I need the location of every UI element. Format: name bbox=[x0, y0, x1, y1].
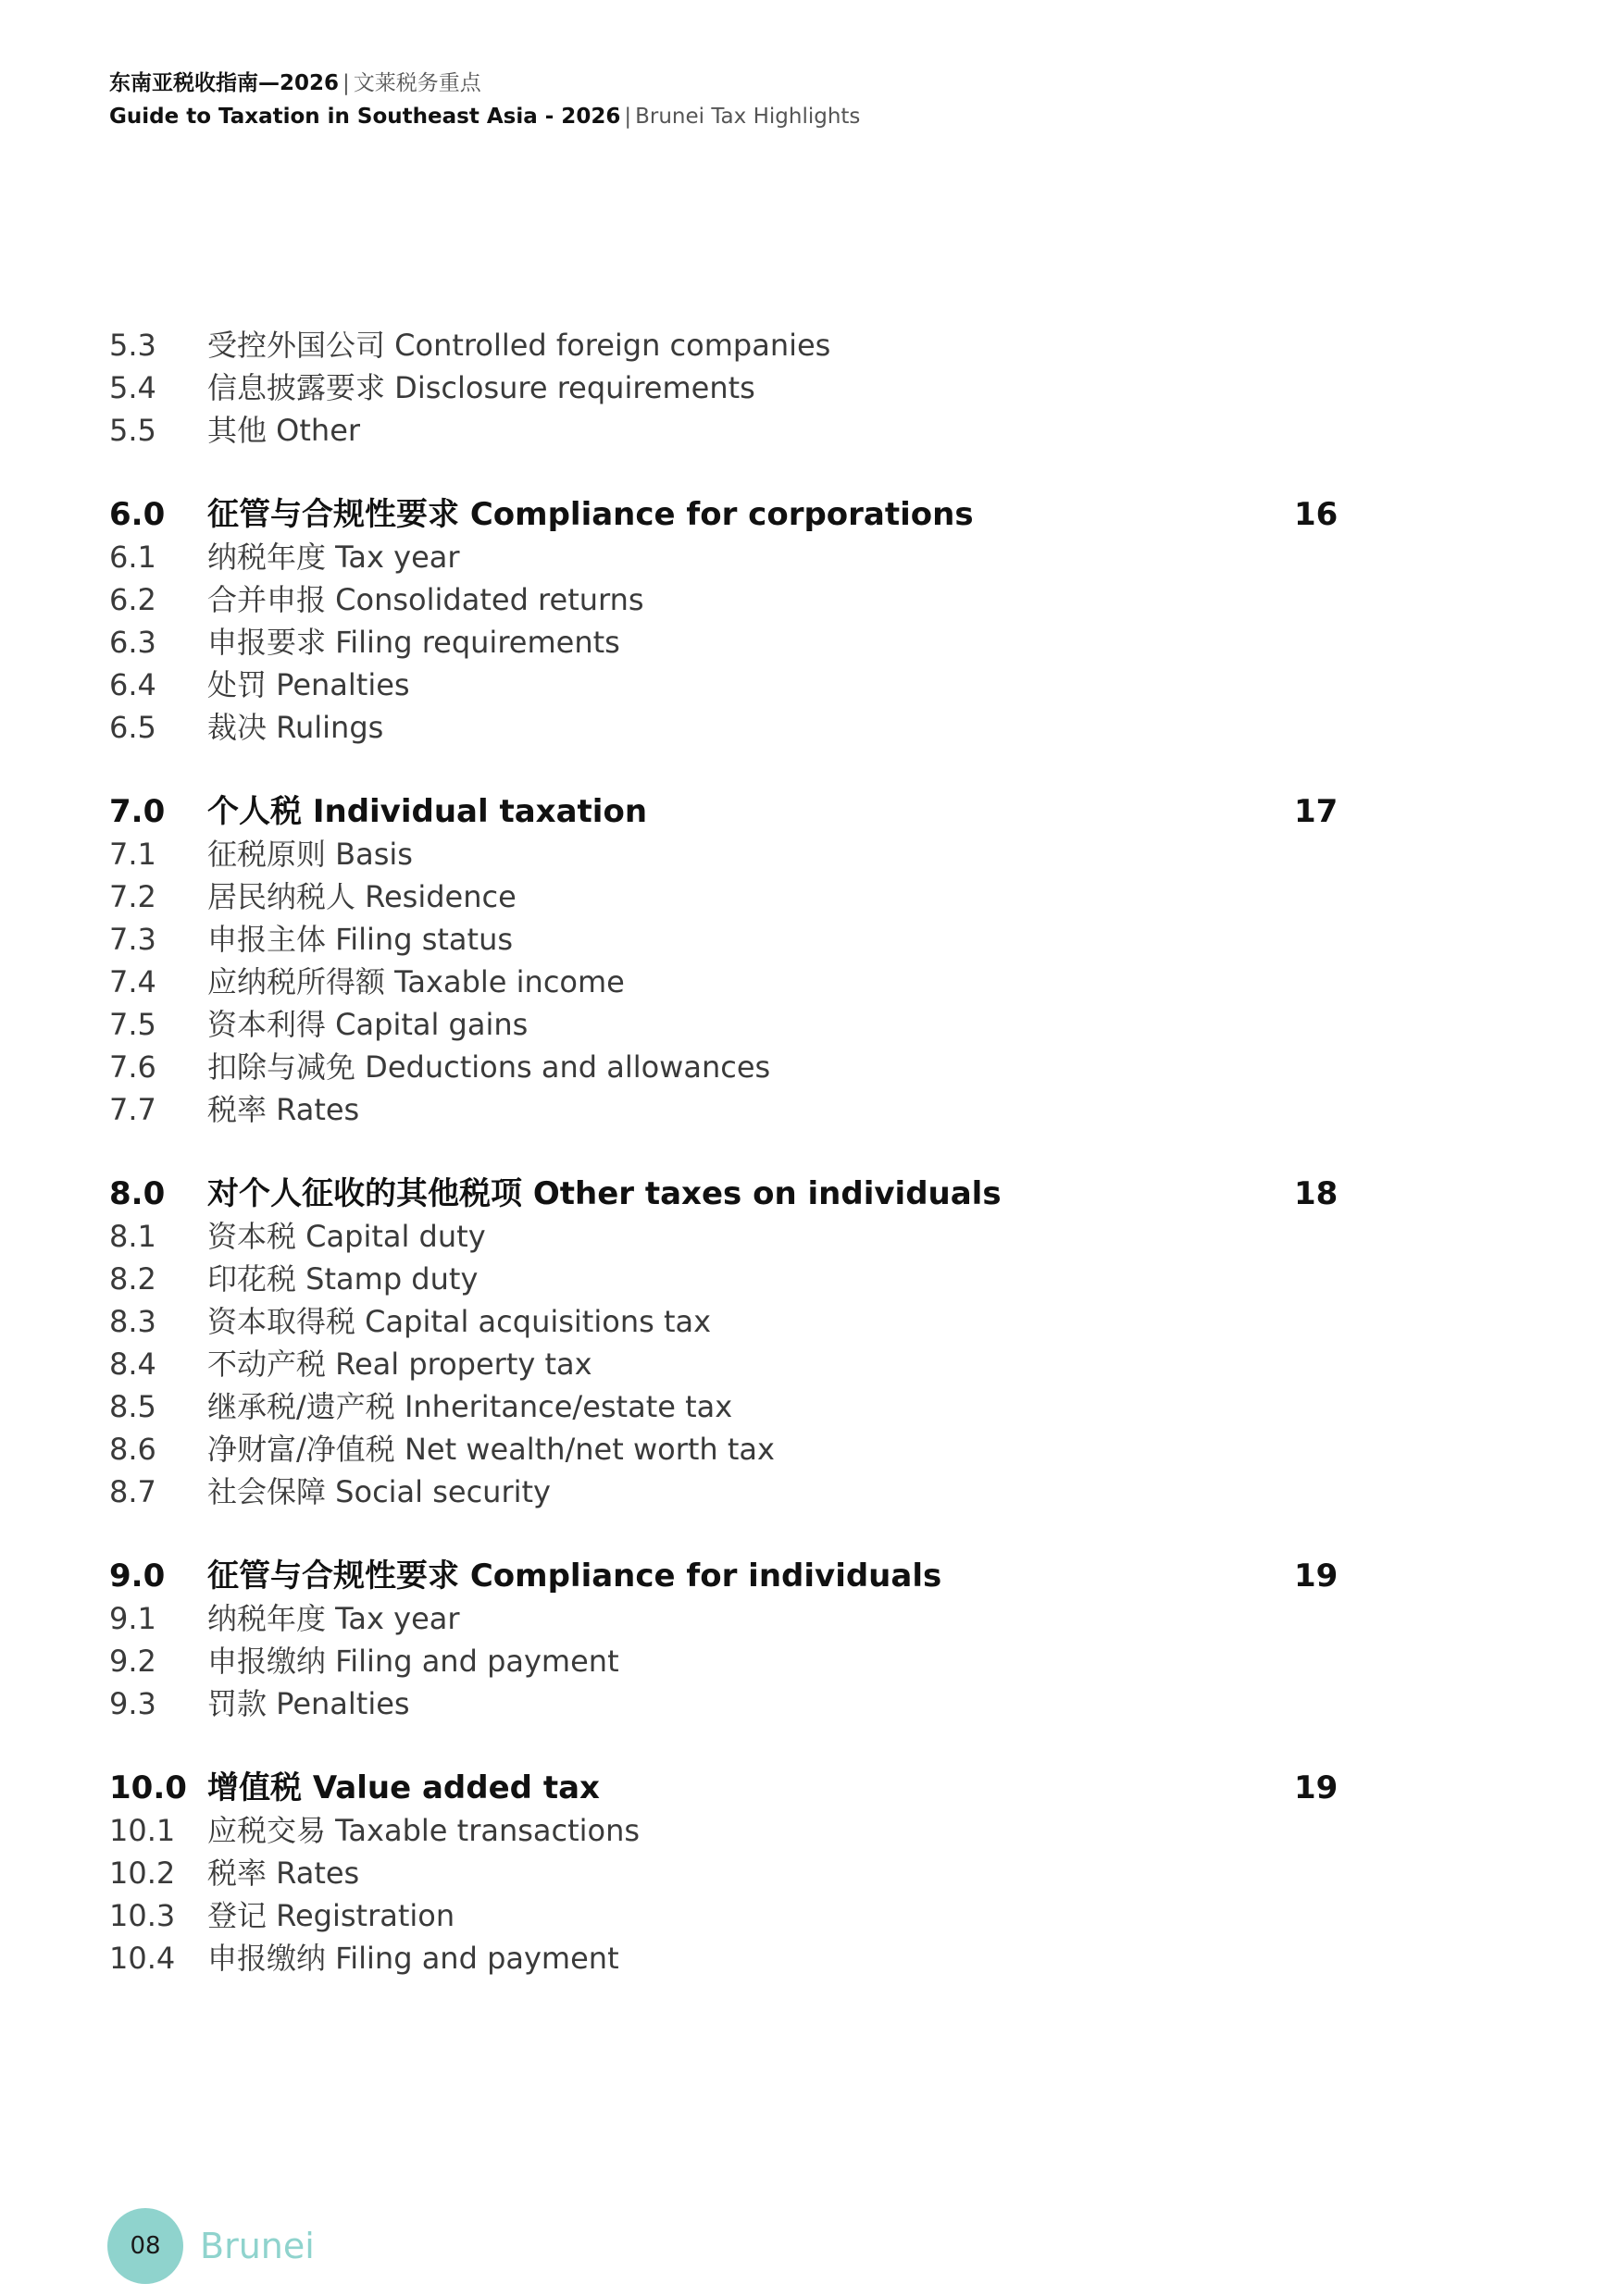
entry-title: 处罚 Penalties bbox=[207, 667, 410, 702]
section-title: 对个人征收的其他税项 Other taxes on individuals bbox=[207, 1175, 1002, 1212]
entry-number: 10.1 bbox=[109, 1813, 176, 1848]
section-page-number: 19 bbox=[1294, 1558, 1339, 1595]
toc-entry[interactable] bbox=[109, 1046, 1340, 1088]
header-subtitle-chinese: 文莱税务重点 bbox=[353, 71, 481, 95]
entry-title: 申报缴纳 Filing and payment bbox=[207, 1644, 619, 1679]
entry-number: 5.5 bbox=[109, 413, 156, 448]
entry-number: 7.7 bbox=[109, 1092, 156, 1127]
section-number: 9.0 bbox=[109, 1558, 166, 1595]
header-title-english: Guide to Taxation in Southeast Asia - 2026 bbox=[109, 105, 621, 129]
page-number-badge: 08 bbox=[107, 2208, 183, 2284]
entry-number: 6.3 bbox=[109, 625, 156, 660]
entry-title: 信息披露要求 Disclosure requirements bbox=[207, 370, 755, 405]
entry-title: 申报主体 Filing status bbox=[207, 922, 514, 957]
entry-title: 罚款 Penalties bbox=[207, 1686, 410, 1721]
toc-entry[interactable] bbox=[109, 1343, 1340, 1385]
entry-number: 8.4 bbox=[109, 1347, 156, 1382]
section-page-number: 18 bbox=[1294, 1175, 1339, 1212]
toc-group bbox=[109, 1767, 1340, 1980]
toc-entry[interactable] bbox=[109, 1088, 1340, 1131]
header-separator: | bbox=[624, 105, 632, 129]
entry-number: 6.1 bbox=[109, 540, 156, 575]
toc-entry[interactable] bbox=[109, 578, 1340, 621]
entry-number: 10.3 bbox=[109, 1898, 176, 1933]
entry-title: 合并申报 Consolidated returns bbox=[207, 582, 644, 617]
section-title: 征管与合规性要求 Compliance for individuals bbox=[207, 1558, 942, 1595]
entry-title: 申报缴纳 Filing and payment bbox=[207, 1941, 619, 1976]
toc-entry[interactable] bbox=[109, 1682, 1340, 1725]
footer-country-label: Brunei bbox=[200, 2226, 315, 2266]
toc-entry[interactable] bbox=[109, 1809, 1340, 1852]
toc-entry[interactable] bbox=[109, 1852, 1340, 1894]
toc-entry[interactable] bbox=[109, 1597, 1340, 1640]
toc-entry[interactable] bbox=[109, 324, 1340, 366]
toc-entry[interactable] bbox=[109, 1428, 1340, 1471]
toc-entry[interactable] bbox=[109, 1300, 1340, 1343]
toc-entry[interactable] bbox=[109, 621, 1340, 664]
entry-number: 10.4 bbox=[109, 1941, 176, 1976]
entry-number: 6.5 bbox=[109, 710, 156, 745]
toc-entry[interactable] bbox=[109, 536, 1340, 578]
entry-title: 受控外国公司 Controlled foreign companies bbox=[207, 328, 831, 363]
toc-section-heading[interactable] bbox=[109, 1767, 1340, 1809]
toc-entry[interactable] bbox=[109, 1258, 1340, 1300]
section-title: 增值税 Value added tax bbox=[207, 1769, 600, 1806]
entry-title: 登记 Registration bbox=[207, 1898, 455, 1933]
section-number: 8.0 bbox=[109, 1175, 166, 1212]
toc-entry[interactable] bbox=[109, 1385, 1340, 1428]
entry-title: 资本利得 Capital gains bbox=[207, 1007, 529, 1042]
toc-section-heading[interactable] bbox=[109, 790, 1340, 833]
entry-number: 7.4 bbox=[109, 964, 156, 999]
entry-title: 应税交易 Taxable transactions bbox=[207, 1813, 641, 1848]
entry-title: 资本取得税 Capital acquisitions tax bbox=[207, 1304, 712, 1339]
entry-number: 6.2 bbox=[109, 582, 156, 617]
section-number: 6.0 bbox=[109, 496, 166, 533]
entry-number: 9.1 bbox=[109, 1601, 156, 1636]
entry-number: 9.2 bbox=[109, 1644, 156, 1679]
entry-title: 征税原则 Basis bbox=[207, 837, 413, 872]
toc-entry[interactable] bbox=[109, 1640, 1340, 1682]
toc-entry[interactable] bbox=[109, 664, 1340, 706]
entry-number: 9.3 bbox=[109, 1686, 156, 1721]
toc-entry[interactable] bbox=[109, 409, 1340, 452]
running-header bbox=[109, 67, 860, 133]
entry-number: 7.3 bbox=[109, 922, 156, 957]
entry-number: 8.1 bbox=[109, 1219, 156, 1254]
toc-group bbox=[109, 1555, 1340, 1725]
entry-number: 10.2 bbox=[109, 1855, 176, 1891]
entry-number: 5.4 bbox=[109, 370, 156, 405]
entry-title: 印花税 Stamp duty bbox=[207, 1261, 479, 1297]
section-number: 7.0 bbox=[109, 793, 166, 830]
section-page-number: 19 bbox=[1294, 1769, 1339, 1806]
toc-entry[interactable] bbox=[109, 1003, 1340, 1046]
entry-number: 7.1 bbox=[109, 837, 156, 872]
toc-entry[interactable] bbox=[109, 1471, 1340, 1513]
toc-entry[interactable] bbox=[109, 1937, 1340, 1980]
entry-number: 8.3 bbox=[109, 1304, 156, 1339]
toc-entry[interactable] bbox=[109, 918, 1340, 961]
header-separator: | bbox=[342, 71, 350, 95]
header-subtitle-english: Brunei Tax Highlights bbox=[635, 105, 861, 129]
toc-group bbox=[109, 493, 1340, 749]
header-line-english bbox=[109, 100, 860, 133]
entry-title: 居民纳税人 Residence bbox=[207, 879, 517, 914]
toc-group bbox=[109, 1173, 1340, 1513]
entry-number: 7.5 bbox=[109, 1007, 156, 1042]
entry-title: 纳税年度 Tax year bbox=[207, 1601, 460, 1636]
table-of-contents bbox=[109, 324, 1340, 2021]
toc-entry[interactable] bbox=[109, 706, 1340, 749]
entry-title: 净财富/净值税 Net wealth/net worth tax bbox=[207, 1432, 775, 1467]
entry-number: 7.6 bbox=[109, 1049, 156, 1085]
toc-group bbox=[109, 790, 1340, 1131]
toc-entry[interactable] bbox=[109, 366, 1340, 409]
section-title: 征管与合规性要求 Compliance for corporations bbox=[207, 496, 974, 533]
entry-number: 8.5 bbox=[109, 1389, 156, 1424]
toc-entry[interactable] bbox=[109, 1215, 1340, 1258]
toc-group bbox=[109, 324, 1340, 452]
toc-entry[interactable] bbox=[109, 961, 1340, 1003]
entry-number: 8.2 bbox=[109, 1261, 156, 1297]
entry-number: 7.2 bbox=[109, 879, 156, 914]
entry-title: 其他 Other bbox=[207, 413, 361, 448]
toc-entry[interactable] bbox=[109, 833, 1340, 875]
toc-section-heading[interactable] bbox=[109, 1173, 1340, 1215]
entry-number: 8.7 bbox=[109, 1474, 156, 1509]
section-page-number: 17 bbox=[1294, 793, 1339, 830]
entry-title: 扣除与减免 Deductions and allowances bbox=[207, 1049, 771, 1085]
section-title: 个人税 Individual taxation bbox=[207, 793, 648, 830]
entry-title: 税率 Rates bbox=[207, 1092, 360, 1127]
section-number: 10.0 bbox=[109, 1769, 187, 1806]
entry-number: 6.4 bbox=[109, 667, 156, 702]
toc-section-heading[interactable] bbox=[109, 1555, 1340, 1597]
section-page-number: 16 bbox=[1294, 496, 1339, 533]
header-line-chinese bbox=[109, 67, 860, 100]
entry-title: 社会保障 Social security bbox=[207, 1474, 551, 1509]
entry-title: 纳税年度 Tax year bbox=[207, 540, 460, 575]
toc-entry[interactable] bbox=[109, 1894, 1340, 1937]
entry-title: 税率 Rates bbox=[207, 1855, 360, 1891]
entry-title: 应纳税所得额 Taxable income bbox=[207, 964, 625, 999]
entry-number: 8.6 bbox=[109, 1432, 156, 1467]
entry-title: 不动产税 Real property tax bbox=[207, 1347, 592, 1382]
toc-entry[interactable] bbox=[109, 875, 1340, 918]
entry-number: 5.3 bbox=[109, 328, 156, 363]
header-title-chinese: 东南亚税收指南—2026 bbox=[109, 71, 340, 95]
toc-section-heading[interactable] bbox=[109, 493, 1340, 536]
entry-title: 资本税 Capital duty bbox=[207, 1219, 486, 1254]
entry-title: 继承税/遗产税 Inheritance/estate tax bbox=[207, 1389, 733, 1424]
entry-title: 申报要求 Filing requirements bbox=[207, 625, 620, 660]
entry-title: 裁决 Rulings bbox=[207, 710, 384, 745]
